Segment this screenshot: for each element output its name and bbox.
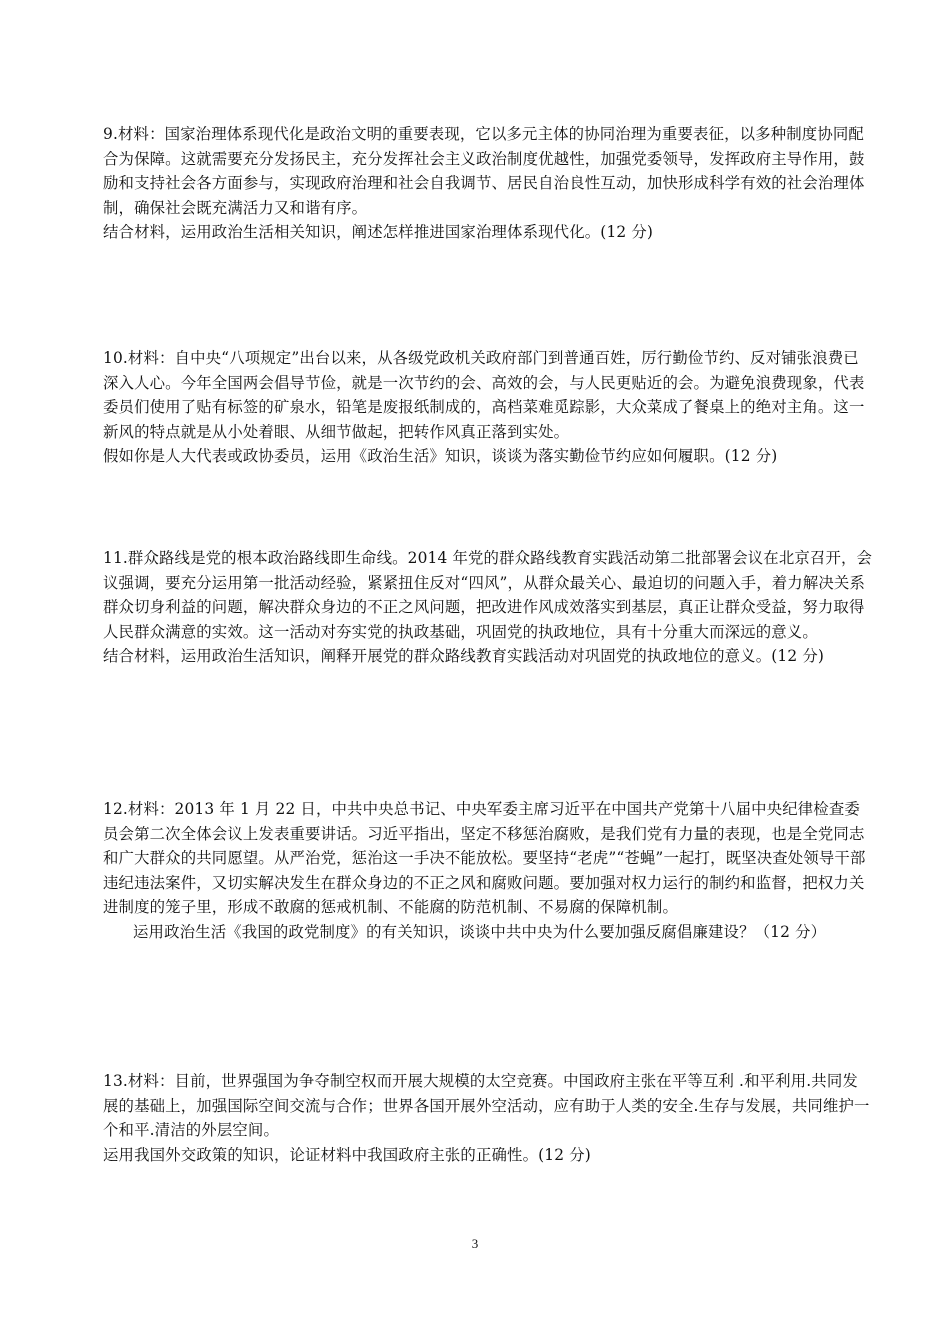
question-12 bbox=[103, 797, 873, 944]
question-9-material: 9.材料：国家治理体系现代化是政治文明的重要表现，它以多元主体的协同治理为重要表征，以多种制度协同配合为保障。这就需要充分发扬民主，充分发挥社会主义政治制度优越性，加强党委领导，发挥政府主导作用，鼓励和支持社会各方面参与，实现政府治理和社会自我调节、居民自治良性互动，加快形成科学有效的社会治理体制，确保社会既充满活力又和谐有序。 bbox=[103, 125, 865, 217]
question-11 bbox=[103, 546, 873, 669]
question-10 bbox=[103, 346, 873, 469]
question-12-material: 12.材料：2013 年 1 月 22 日，中共中央总书记、中央军委主席习近平在中国共产党第十八届中央纪律检查委员会第二次全体会议上发表重要讲话。习近平指出，坚定不移惩治腐败，是我们党有力量的表现，也是全党同志和广大群众的共同愿望。从严治党，惩治这一手决不能放松。要坚持“老虎”“苍蝇”一起打，既坚决查处领导干部违纪违法案件，又切实解决发生在群众身边的不正之风和腐败问题。要加强对权力运行的制约和监督，把权力关进制度的笼子里，形成不敢腐的惩戒机制、不能腐的防范机制、不易腐的保障机制。 bbox=[103, 800, 866, 916]
question-11-material: 11.群众路线是党的根本政治路线即生命线。2014 年党的群众路线教育实践活动第二批部署会议在北京召开，会议强调，要充分运用第一批活动经验，紧紧扭住反对“四风”，从群众最关心、最迫切的问题入手，着力解决关系群众切身利益的问题，解决群众身边的不正之风问题，把改进作风成效落实到基层，真正让群众受益，努力取得人民群众满意的实效。这一活动对夯实党的执政基础，巩固党的执政地位，具有十分重大而深远的意义。 bbox=[103, 549, 873, 641]
question-9 bbox=[103, 122, 873, 245]
question-11-prompt: 结合材料，运用政治生活知识，阐释开展党的群众路线教育实践活动对巩固党的执政地位的意义。(12 分) bbox=[103, 647, 825, 665]
page-number: 3 bbox=[471, 1236, 479, 1251]
question-13-prompt: 运用我国外交政策的知识，论证材料中我国政府主张的正确性。(12 分) bbox=[103, 1145, 591, 1164]
question-12-prompt: 运用政治生活《我国的政党制度》的有关知识，谈谈中共中央为什么要加强反腐倡廉建设？（12 分） bbox=[133, 922, 827, 941]
question-10-prompt: 假如你是人大代表或政协委员，运用《政治生活》知识，谈谈为落实勤俭节约应如何履职。(12 分) bbox=[103, 447, 778, 465]
question-13 bbox=[103, 1069, 873, 1167]
question-9-prompt: 结合材料，运用政治生活相关知识，阐述怎样推进国家治理体系现代化。(12 分) bbox=[103, 223, 654, 241]
question-10-material: 10.材料：自中央“八项规定”出台以来，从各级党政机关政府部门到普通百姓，厉行勤俭节约、反对铺张浪费已深入人心。今年全国两会倡导节俭，就是一次节约的会、高效的会，与人民更贴近的会。为避免浪费现象，代表委员们使用了贴有标签的矿泉水，铅笔是废报纸制成的，高档菜难觅踪影，大众菜成了餐桌上的绝对主角。这一新风的特点就是从小处着眼、从细节做起，把转作风真正落到实处。 bbox=[103, 349, 865, 441]
question-13-material: 13.材料：目前，世界强国为争夺制空权而开展大规模的太空竞赛。中国政府主张在平等互利 .和平利用.共同发展的基础上，加强国际空间交流与合作；世界各国开展外空活动，应有助于人类的安全.生存与发展，共同维护一个和平.清洁的外层空间。 bbox=[103, 1072, 870, 1139]
